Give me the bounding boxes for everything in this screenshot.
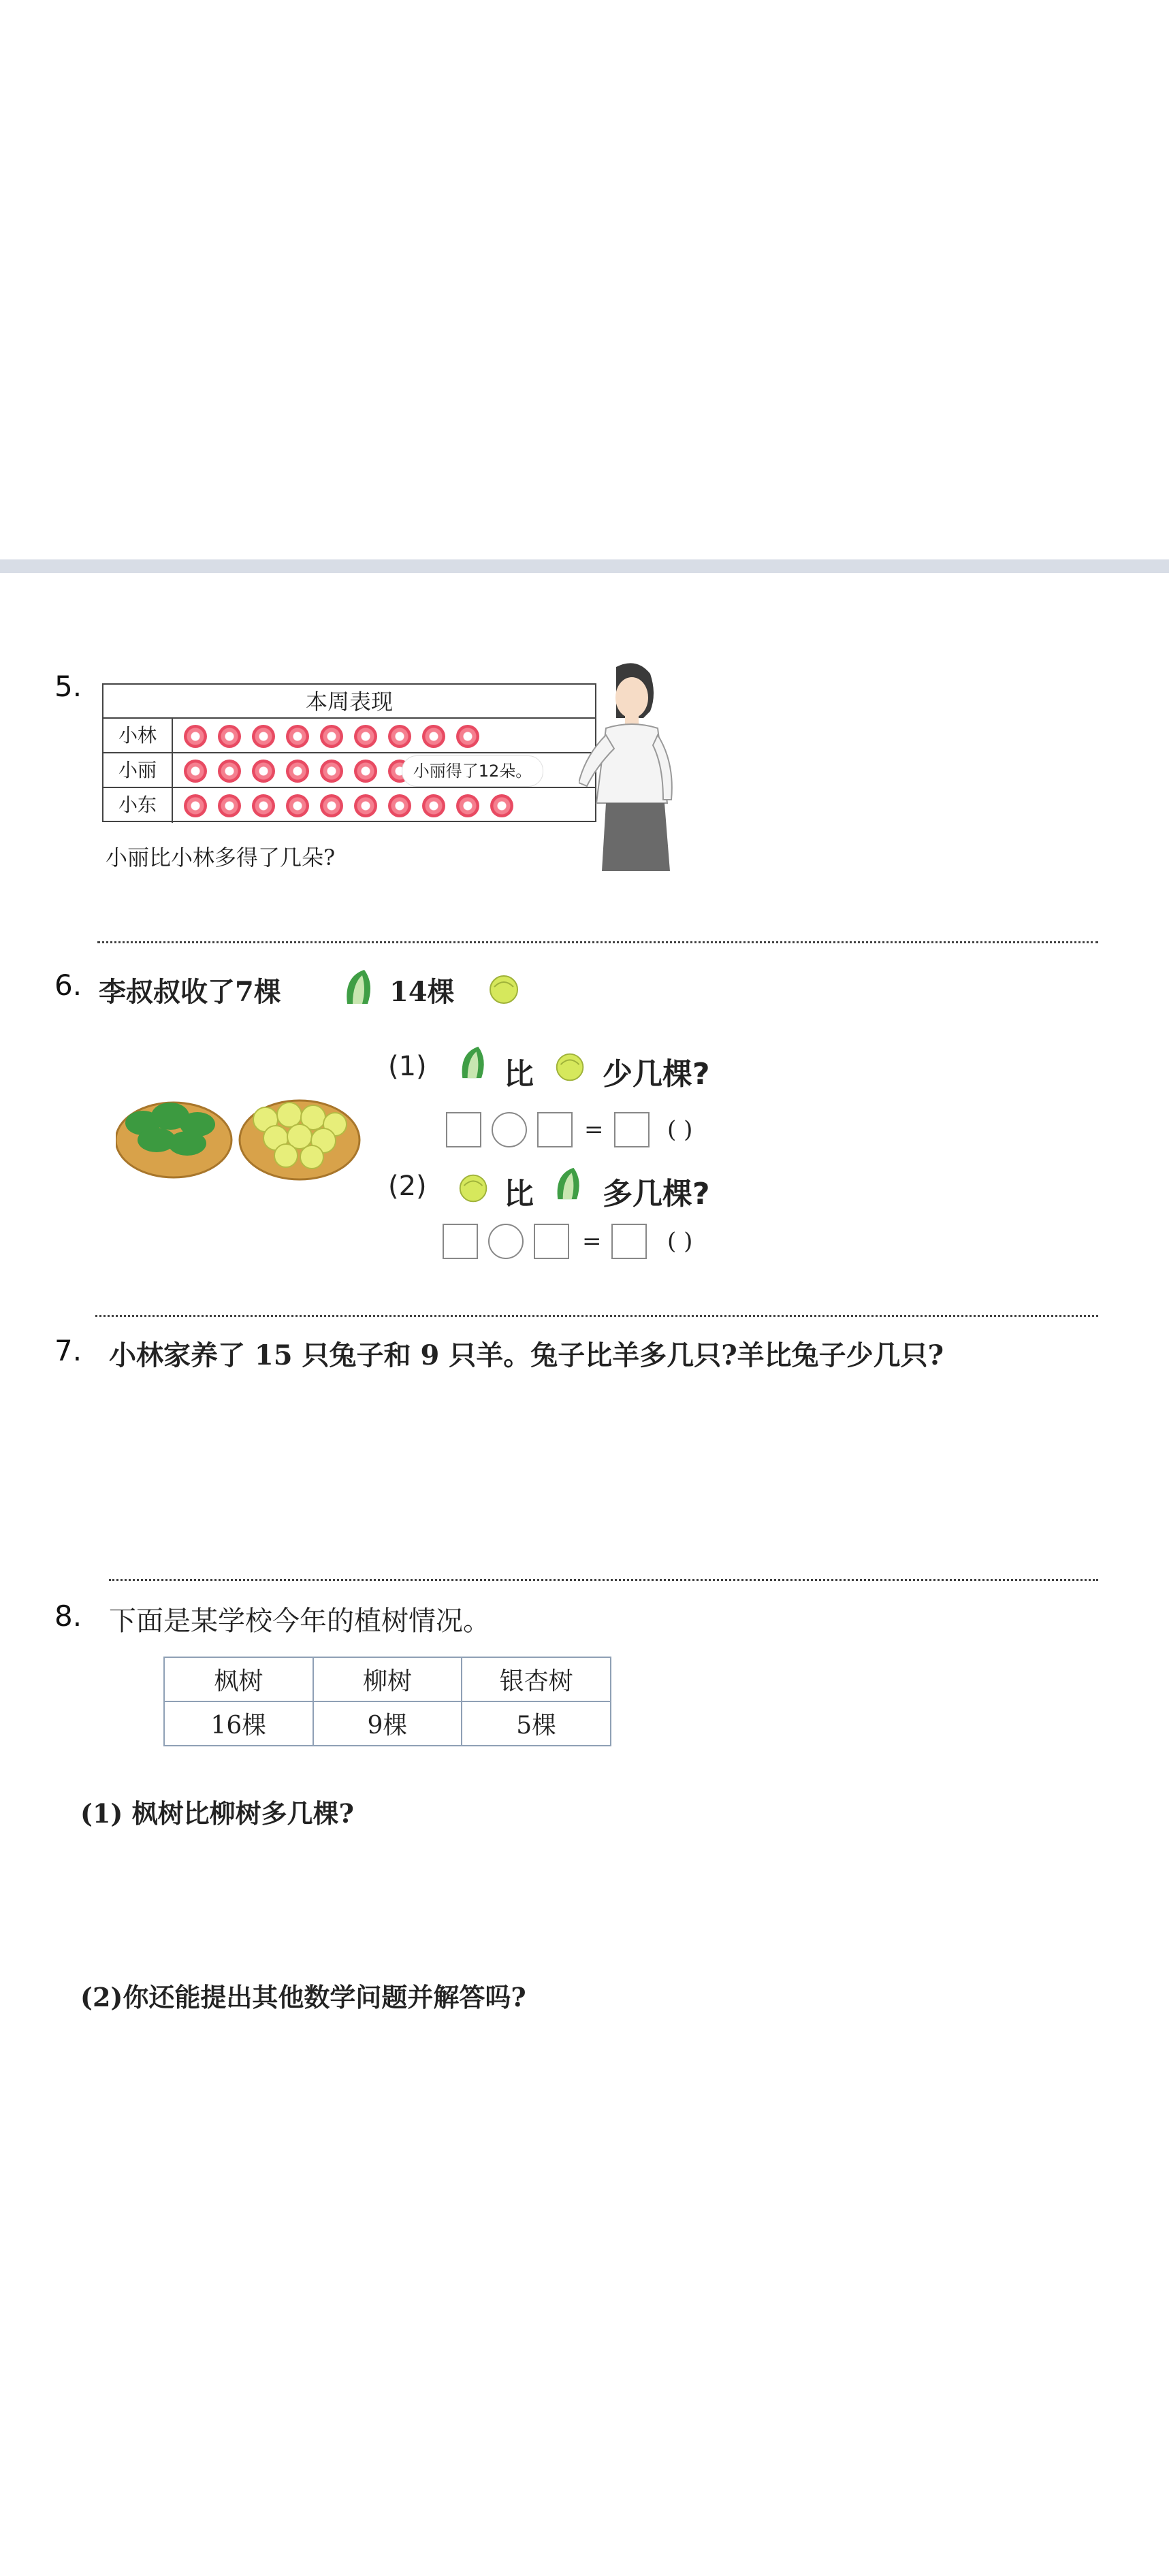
- cabbage-icon: [340, 966, 377, 1007]
- answer-box[interactable]: [614, 1112, 650, 1147]
- question-8-number: 8.: [54, 1599, 82, 1633]
- sub-question-2-word2: 多几棵?: [603, 1177, 710, 1211]
- question-7-text: 小林家养了 15 只兔子和 9 只羊。兔子比羊多几只?羊比兔子少几只?: [109, 1339, 944, 1371]
- flower-icon: [490, 794, 513, 817]
- operator-circle[interactable]: [488, 1224, 524, 1259]
- answer-box[interactable]: [611, 1224, 647, 1259]
- lettuce-icon: [551, 1051, 590, 1083]
- page-separator: [0, 559, 1169, 573]
- operator-circle[interactable]: [492, 1112, 527, 1147]
- sub-question-1-index: (1): [388, 1051, 427, 1082]
- table-row: [103, 788, 595, 823]
- answer-box[interactable]: [446, 1112, 481, 1147]
- header-cell: 枫树: [164, 1657, 313, 1701]
- flower-icon: [422, 794, 445, 817]
- flower-icon: [354, 794, 377, 817]
- teacher-illustration: [579, 660, 681, 873]
- flower-icon: [184, 725, 207, 748]
- weekly-performance-table: [102, 683, 596, 822]
- student-name: 小丽: [103, 753, 173, 787]
- tree-planting-table: [163, 1657, 611, 1746]
- flower-icon: [286, 794, 309, 817]
- sub-question-2-index: (2): [388, 1171, 427, 1202]
- flower-icon: [422, 725, 445, 748]
- vegetable-baskets-illustration: [116, 1082, 361, 1184]
- sub-question-1-word1: 比: [504, 1057, 534, 1092]
- flower-icon: [320, 760, 343, 783]
- flower-icon: [252, 794, 275, 817]
- student-name: 小东: [103, 788, 173, 823]
- question-6-mid: 14棵: [389, 976, 455, 1008]
- question-8-intro: 下面是某学校今年的植树情况。: [109, 1605, 490, 1637]
- lettuce-icon: [455, 1172, 493, 1205]
- table-row: [164, 1701, 611, 1746]
- flower-icon: [286, 725, 309, 748]
- flower-icon: [184, 760, 207, 783]
- question-5-number: 5.: [54, 670, 82, 703]
- flower-icon: [218, 760, 241, 783]
- flower-icon: [456, 725, 479, 748]
- flower-icon: [388, 725, 411, 748]
- sub-question-1-word2: 少几棵?: [603, 1057, 710, 1092]
- student-name: 小林: [103, 719, 173, 752]
- flower-icon: [388, 794, 411, 817]
- answer-line: [95, 1315, 1098, 1317]
- question-8-sub-1: (1) 枫树比柳树多几棵?: [80, 1798, 354, 1829]
- cabbage-icon: [456, 1041, 490, 1083]
- answer-box[interactable]: [537, 1112, 573, 1147]
- speech-bubble: 小丽得了12朵。: [402, 755, 543, 787]
- question-8-sub-2: (2)你还能提出其他数学问题并解答吗?: [80, 1982, 526, 2012]
- question-5-text: 小丽比小林多得了几朵?: [106, 845, 336, 870]
- lettuce-icon: [485, 973, 524, 1006]
- table-row: [103, 719, 595, 753]
- flower-icon: [252, 760, 275, 783]
- header-cell: 柳树: [313, 1657, 462, 1701]
- flower-icon: [354, 760, 377, 783]
- flower-icon: [456, 794, 479, 817]
- table-title: 本周表现: [103, 685, 595, 719]
- flower-icon: [320, 794, 343, 817]
- sub-question-2-word1: 比: [504, 1177, 534, 1211]
- value-cell: 5棵: [462, 1701, 611, 1746]
- table-header-row: [164, 1657, 611, 1701]
- question-7-number: 7.: [54, 1334, 82, 1367]
- flower-icon: [320, 725, 343, 748]
- flower-icon: [354, 725, 377, 748]
- question-6-number: 6.: [54, 968, 82, 1002]
- flower-icon: [218, 794, 241, 817]
- flower-icon: [252, 725, 275, 748]
- flower-icon: [218, 725, 241, 748]
- header-cell: 银杏树: [462, 1657, 611, 1701]
- answer-box[interactable]: [534, 1224, 569, 1259]
- answer-box[interactable]: [443, 1224, 478, 1259]
- answer-line: [97, 941, 1098, 943]
- unit-paren: ( ): [667, 1228, 693, 1255]
- cabbage-icon: [551, 1162, 586, 1205]
- equals-sign: =: [584, 1116, 604, 1143]
- equals-sign: =: [582, 1228, 602, 1255]
- question-6-prefix: 李叔叔收了7棵: [99, 976, 281, 1008]
- unit-paren: ( ): [667, 1116, 693, 1143]
- value-cell: 9棵: [313, 1701, 462, 1746]
- flower-icon: [184, 794, 207, 817]
- flower-icon: [286, 760, 309, 783]
- answer-line: [109, 1579, 1098, 1581]
- value-cell: 16棵: [164, 1701, 313, 1746]
